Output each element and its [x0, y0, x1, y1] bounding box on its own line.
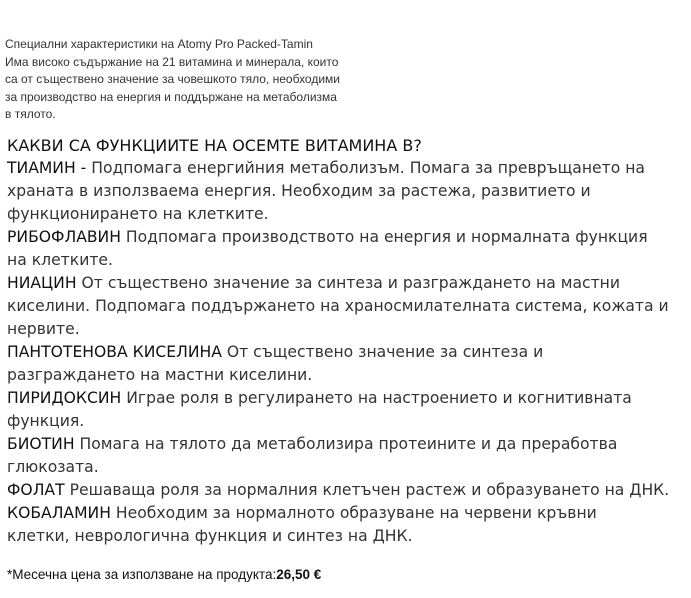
vitamin-line [7, 479, 687, 502]
vitamin-description: функционирането на клетките. [7, 205, 269, 223]
monthly-price [7, 566, 321, 584]
vitamin-line [7, 272, 687, 295]
intro-text-line: в тялото. [5, 107, 56, 121]
vitamin-name: КОБАЛАМИН [7, 504, 116, 522]
vitamin-description: клетки, неврологична функция и синтез на ДНК. [7, 527, 413, 545]
vitamin-description: на клетките. [7, 251, 113, 269]
vitamin-description: Необходим за нормалното образуване на червени кръвни [115, 504, 597, 522]
intro-title: Специални характеристики на Atomy Pro Packed-Tamin [5, 37, 313, 51]
vitamin-item-pantothenic-acid [7, 341, 687, 387]
vitamin-item-pyridoxine [7, 387, 687, 433]
vitamin-description: нервите. [7, 320, 80, 338]
price-label: *Месечна цена за използване на продукта: [7, 567, 277, 582]
vitamin-line [7, 502, 687, 525]
vitamin-name: ФОЛАТ [7, 481, 70, 499]
vitamin-item-biotin [7, 433, 687, 479]
vitamin-name: ТИАМИН - [7, 159, 92, 177]
vitamin-line [7, 341, 687, 364]
vitamin-description: функция. [7, 412, 85, 430]
intro-text-line: за производство на енергия и поддържане на метаболизма [5, 89, 337, 104]
vitamin-description: От съществено значение за синтеза и [226, 343, 544, 361]
vitamin-name: НИАЦИН [7, 274, 82, 292]
vitamin-name: БИОТИН [7, 435, 80, 453]
vitamin-description: От съществено значение за синтеза и разграждането на мастни [81, 274, 621, 292]
vitamin-line [7, 387, 687, 410]
vitamin-description: разграждането на мастни киселини. [7, 366, 313, 384]
vitamin-description: киселини. Подпомага поддържането на храносмилателната система, кожата и [7, 297, 669, 315]
vitamin-description: Решаваща роля за нормалния клетъчен растеж и образуването на ДНК. [69, 481, 670, 499]
vitamin-item-niacin [7, 272, 687, 341]
vitamin-description: Помага на тялото да метаболизира протеините и да преработва [79, 435, 618, 453]
vitamin-name: РИБОФЛАВИН [7, 228, 126, 246]
vitamin-description: храната в използваема енергия. Необходим за растежа, развитието и [7, 182, 591, 200]
vitamin-line [7, 226, 687, 249]
vitamin-line [7, 433, 687, 456]
intro-text-line: Има високо съдържание на 21 витамина и минерала, които [5, 54, 339, 69]
vitamin-name: ПИРИДОКСИН [7, 389, 127, 407]
price-value: 26,50 € [276, 567, 322, 582]
vitamin-line [7, 157, 687, 180]
vitamin-name: ПАНТОТЕНОВА КИСЕЛИНА [7, 343, 227, 361]
vitamin-item-riboflavin [7, 226, 687, 272]
vitamin-item-folate [7, 479, 687, 502]
vitamin-description: Подпомага енергийния метаболизъм. Помага за превръщането на [91, 159, 645, 177]
section-heading: КАКВИ СА ФУНКЦИИТЕ НА ОСЕМТЕ ВИТАМИНА В? [7, 136, 422, 155]
intro-text-line: са от съществено значение за човешкото тяло, необходими [5, 72, 341, 86]
vitamin-description: Подпомага производството на енергия и нормалната функция [125, 228, 648, 246]
vitamin-description: глюкозата. [7, 458, 99, 476]
intro-block [5, 36, 385, 124]
vitamin-item-cobalamin [7, 502, 687, 548]
vitamin-description: Играе роля в регулирането на настроението и когнитивната [126, 389, 632, 407]
vitamin-list [7, 157, 687, 548]
vitamin-item-thiamine [7, 157, 687, 226]
